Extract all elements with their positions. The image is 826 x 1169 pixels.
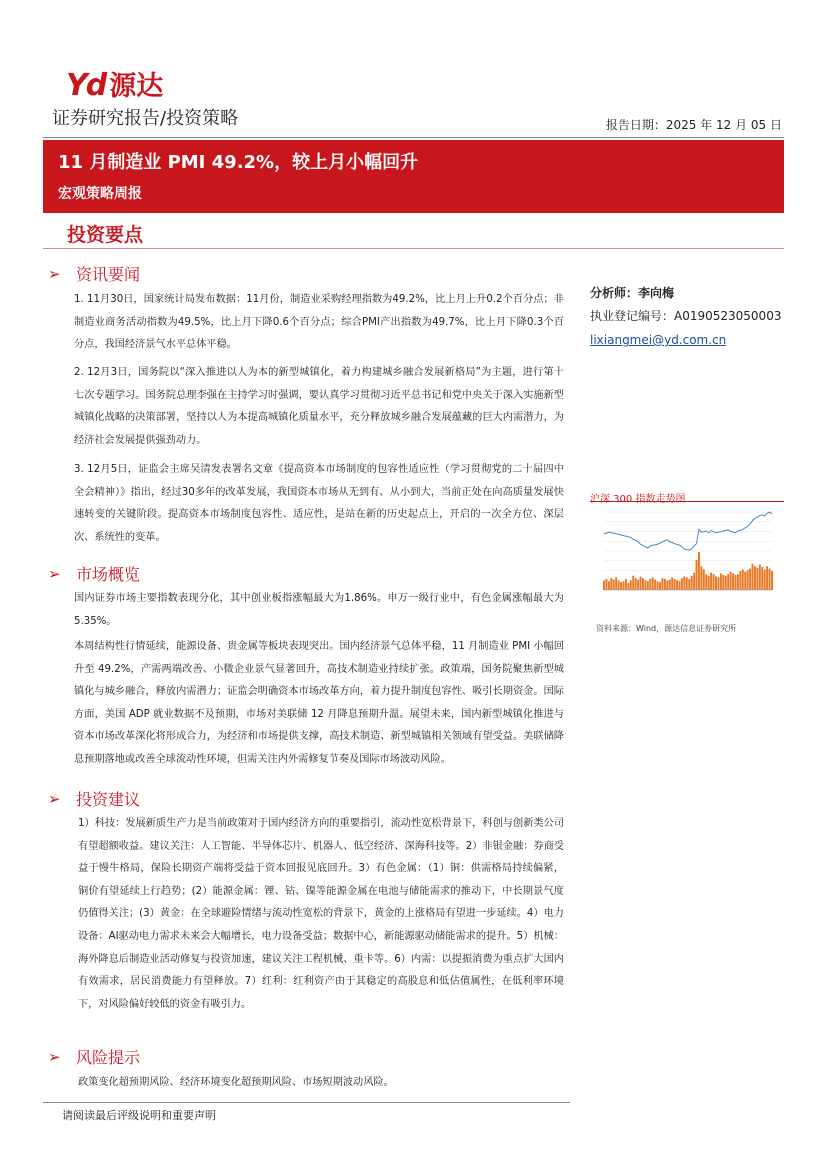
chart-bar	[715, 577, 717, 590]
chart-bar	[754, 566, 756, 590]
chart-bar	[640, 577, 642, 590]
chart-bar	[610, 578, 612, 590]
chart-bar	[623, 581, 625, 590]
subheading-risk	[48, 1045, 140, 1068]
chart-bar	[686, 577, 688, 590]
logo-mark: Yd	[66, 68, 106, 103]
section-divider	[43, 248, 784, 249]
chevron-right-icon: ➢	[48, 1047, 61, 1066]
report-type: 证券研究报告/投资策略	[52, 108, 239, 129]
chart-line-series	[604, 512, 772, 550]
chart-title-bar	[590, 487, 784, 505]
chart-bar	[605, 579, 607, 590]
chart-bar	[739, 571, 741, 590]
chart-bar	[615, 577, 617, 590]
chart-bar	[742, 569, 744, 590]
chart-bar	[722, 575, 724, 590]
chart-bar	[618, 581, 620, 591]
chart-bar	[669, 580, 671, 590]
chart-bar	[764, 569, 766, 590]
chart-bar	[666, 581, 668, 591]
chart-svg	[594, 506, 780, 614]
chart-bar	[603, 581, 605, 591]
subheading-advice-label: 投资建议	[76, 790, 141, 809]
chart-bar	[683, 577, 685, 590]
chart-source: 资料来源：Wind，源达信息证券研究所	[596, 624, 737, 633]
chart-bar	[676, 581, 678, 591]
chart-bar	[688, 579, 690, 590]
chart-title: 沪深 300 指数走势图	[590, 494, 686, 505]
chart-bar	[661, 578, 663, 590]
chevron-right-icon: ➢	[48, 789, 61, 808]
chart-bar	[700, 566, 702, 590]
market-para-1: 国内证券市场主要指数表现分化，其中创业板指涨幅最大为1.86%。申万一级行业中，有色金属涨幅最大为5.35%。	[74, 593, 564, 627]
chart-bar	[744, 572, 746, 590]
subheading-advice	[48, 787, 140, 810]
chart-bar	[654, 580, 656, 590]
chart-bar	[642, 578, 644, 590]
chart-bar	[691, 576, 693, 590]
news-para-2: 2. 12月3日，国务院以“深入推进以人为本的新型城镇化，着力构建城乡融合发展新格局”为主题，进行第十七次专题学习。国务院总理李强在主持学习时强调，要认真学习贯彻习近平总书记和党中央关于深入实施新型城镇化战略的决策部署，坚持以人为本提高城镇化质量水平，充分释放城乡融合发展蕴藏的巨大内需潜力，为经济社会发展提供强劲动力。	[74, 367, 564, 446]
chart-bar	[657, 581, 659, 590]
analyst-name: 分析师：李向梅	[590, 286, 675, 300]
chart-bar	[652, 577, 654, 590]
report-title: 11 月制造业 PMI 49.2%，较上月小幅回升	[58, 152, 419, 173]
news-para-3: 3. 12月5日，证监会主席吴清发表署名文章《提高资本市场制度的包容性适应性（学习贯彻党的二十届四中全会精神）》指出，经过30多年的改革发展，我国资本市场从无到有、从小到大，当前正处在向高质量发展快速转变的关键阶段。提高资本市场制度包容性、适应性，是站在新的历史起点上，开启的一次全方位、深层次、系统性的变革。	[74, 464, 564, 543]
chart-bar	[693, 573, 695, 590]
chart-bar	[649, 579, 651, 590]
analyst-email-link[interactable]: lixiangmei@yd.com.cn	[590, 333, 727, 347]
chart-bar	[769, 569, 771, 590]
chart-bar	[664, 579, 666, 590]
chart-bar	[696, 560, 698, 590]
chart-bar	[627, 583, 629, 590]
chart-bar	[708, 576, 710, 590]
chart-bar	[703, 569, 705, 590]
chart-bar	[705, 574, 707, 590]
subheading-news-label: 资讯要闻	[76, 265, 141, 284]
chart-bar	[620, 582, 622, 590]
subheading-market	[48, 562, 140, 585]
logo	[66, 64, 163, 103]
section-heading: 投资要点	[67, 224, 144, 246]
header-divider	[43, 137, 784, 138]
chart-bar	[727, 574, 729, 590]
chart-bar	[671, 577, 673, 590]
chart-bar	[659, 582, 661, 590]
analyst-license: 执业登记编号：A0190523050003	[590, 309, 782, 323]
chevron-right-icon: ➢	[48, 564, 61, 583]
chart-bar	[747, 570, 749, 590]
chart	[594, 506, 780, 614]
chart-bar	[725, 576, 727, 590]
chart-bar	[681, 578, 683, 590]
report-date: 报告日期：2025 年 12 月 05 日	[605, 118, 782, 132]
report-subtitle: 宏观策略周报	[58, 186, 142, 202]
chart-bar	[710, 573, 712, 590]
chart-bar	[730, 572, 732, 590]
chart-bar	[752, 564, 754, 590]
chart-bar	[713, 574, 715, 590]
chart-bar	[637, 580, 639, 590]
market-para-2: 本周结构性行情延续，能源设备、贵金属等板块表现突出。国内经济景气总体平稳，11 月制造业 PMI 小幅回升至 49.2%，产需两端改善、小微企业景气显著回升，高技术制造业持续扩张。政策端，国务院聚焦新型城镇化与城乡融合，释放内需潜力；证监会明确资本市场改革方向，着力提升制度包容性、吸引长期资金。国际方面，美国 ADP 就业数据不及预期，市场对美联储 12 月降息预期升温。展望未来，国内新型城镇化推进与资本市场改革深化将形成合力，为经济和市场提供支撑，高技术制造、新型城镇相关领域有望受益。美联储降息预期落地或改善全球流动性环境，但需关注内外需修复节奏及国际市场波动风险。	[74, 641, 564, 765]
chart-bar	[735, 575, 737, 590]
chart-bar	[625, 579, 627, 590]
news-para-1: 1. 11月30日，国家统计局发布数据：11月份，制造业采购经理指数为49.2%，比上月上升0.2个百分点；非制造业商务活动指数为49.5%，比上月下降0.6个百分点；综合PMI产出指数为49.7%，比上月下降0.3个百分点，我国经济景气水平总体平稳。	[74, 294, 564, 351]
footer-divider	[43, 1102, 570, 1103]
chart-bar	[647, 581, 649, 590]
chart-bar	[720, 573, 722, 590]
title-banner	[43, 140, 784, 213]
chart-bar	[679, 581, 681, 590]
chart-bar	[608, 581, 610, 590]
advice-para: 1）科技：发展新质生产力是当前政策对于国内经济方向的重要指引，流动性宽松背景下，科创与创新类公司有望超额收益。建议关注：人工智能、半导体芯片、机器人、低空经济、深海科技等。2）非银金融：券商受益于慢牛格局，保险长期资产端将受益于资本回报见底回升。3）有色金属：（1）铜：供需格局持续偏紧，铜价有望延续上行趋势；(2）能源金属：锂、钴、镍等能源金属在电池与储能需求的推动下，中长期景气度仍值得关注；(3）黄金：在全球避险情绪与流动性宽松的背景下，黄金的上涨格局有望进一步延续。4）电力设备：AI驱动电力需求未来会大幅增长，电力设备受益；数据中心，新能源驱动储能需求的提升。5）机械：海外降息后制造业活动修复与投资加速，建议关注工程机械、重卡等。6）内需：以提振消费为重点扩大国内有效需求，居民消费能力有望释放。7）红利：红利资产由于其稳定的高股息和低估值属性，在低利率环境下，对风险偏好较低的资金有吸引力。	[78, 818, 564, 1010]
chart-bar	[756, 568, 758, 590]
subheading-market-label: 市场概览	[76, 565, 141, 584]
chart-bar	[771, 571, 773, 590]
chart-bar	[759, 565, 761, 590]
chart-bar	[630, 581, 632, 591]
chart-bar	[737, 574, 739, 590]
chart-bar	[766, 566, 768, 590]
risk-para: 政策变化超预期风险、经济环境变化超预期风险、市场短期波动风险。	[78, 1077, 394, 1088]
chart-bar	[635, 578, 637, 590]
chart-bar	[749, 569, 751, 590]
chart-bar	[717, 577, 719, 590]
chart-bar	[644, 581, 646, 591]
chart-bar	[632, 576, 634, 590]
chevron-right-icon: ➢	[48, 264, 61, 283]
subheading-risk-label: 风险提示	[76, 1048, 141, 1067]
chart-bar	[674, 579, 676, 590]
chart-bar	[613, 580, 615, 590]
chart-bar	[761, 567, 763, 590]
footer-disclaimer: 请阅读最后评级说明和重要声明	[62, 1109, 216, 1122]
chart-bar	[732, 573, 734, 590]
subheading-news	[48, 262, 140, 285]
logo-name: 源达	[109, 71, 164, 102]
chart-bar	[698, 552, 700, 590]
